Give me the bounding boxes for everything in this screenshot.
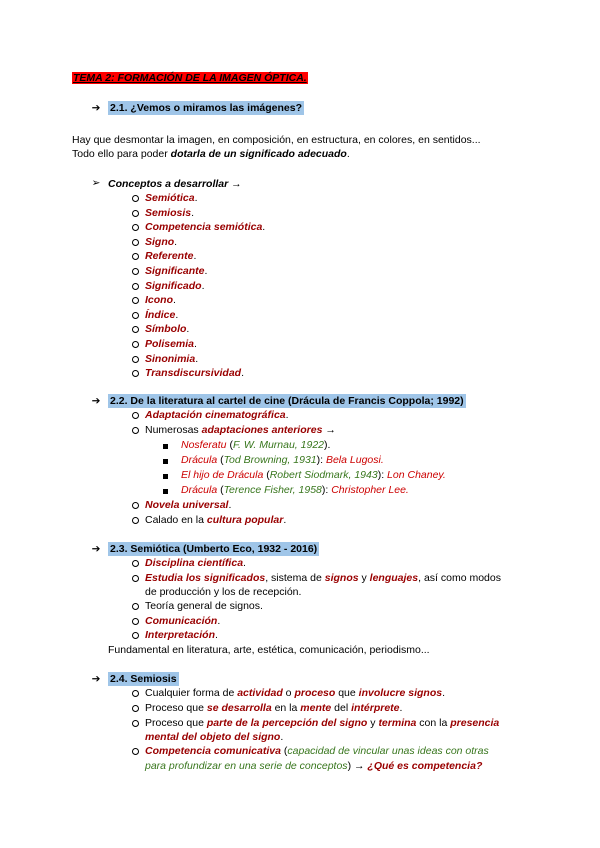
list-item: Comunicación. — [145, 615, 221, 627]
film-item: Nosferatu (F. W. Murnau, 1922). — [181, 439, 331, 451]
circle-bullet-icon — [130, 688, 140, 700]
concept-item: Significado. — [145, 280, 205, 292]
concept-item: Semiosis. — [145, 207, 195, 219]
circle-bullet-icon — [130, 368, 140, 380]
circle-bullet-icon — [130, 295, 140, 307]
square-bullet-icon — [160, 455, 170, 467]
arrow-bullet-icon: ➔ — [91, 543, 101, 555]
circle-bullet-icon — [130, 237, 140, 249]
list-item-continued: mental del objeto del signo. — [145, 731, 284, 743]
section-heading-2-4: 2.4. Semiosis — [110, 673, 177, 685]
circle-bullet-icon — [130, 616, 140, 628]
concept-item: Sinonimia. — [145, 353, 199, 365]
square-bullet-icon — [160, 470, 170, 482]
list-item: Teoría general de signos. — [145, 600, 263, 612]
arrow-bullet-icon: ➔ — [91, 673, 101, 685]
circle-bullet-icon — [130, 251, 140, 263]
list-item: Proceso que parte de la percepción del signo y termina con la presencia — [145, 717, 500, 729]
arrow-bullet-icon: ➔ — [91, 102, 101, 114]
circle-bullet-icon — [130, 410, 140, 422]
concept-item: Semiótica. — [145, 192, 198, 204]
square-bullet-icon — [160, 440, 170, 452]
circle-bullet-icon — [130, 324, 140, 336]
concept-item: Transdiscursividad. — [145, 367, 245, 379]
circle-bullet-icon — [130, 208, 140, 220]
concept-item: Índice. — [145, 309, 179, 321]
concept-item: Polisemia. — [145, 338, 197, 350]
list-item-continued: para profundizar en una serie de conceptos) → ¿Qué es competencia? — [145, 760, 483, 772]
circle-bullet-icon — [130, 703, 140, 715]
list-item: Proceso que se desarrolla en la mente del intérprete. — [145, 702, 403, 714]
concept-item: Icono. — [145, 294, 176, 306]
circle-bullet-icon — [130, 193, 140, 205]
arrow-bullet-icon: ➔ — [91, 395, 101, 407]
list-item: Adaptación cinematográfica. — [145, 409, 289, 421]
film-item: El hijo de Drácula (Robert Siodmark, 1943): Lon Chaney. — [181, 469, 446, 481]
film-item: Drácula (Terence Fisher, 1958): Christopher Lee. — [181, 484, 409, 496]
arrowhead-bullet-icon: ➢ — [91, 177, 101, 189]
circle-bullet-icon — [130, 500, 140, 512]
circle-bullet-icon — [130, 425, 140, 437]
concept-item: Símbolo. — [145, 323, 190, 335]
concept-item: Competencia semiótica. — [145, 221, 266, 233]
list-item: Novela universal. — [145, 499, 232, 511]
paragraph: Fundamental en literatura, arte, estética, comunicación, periodismo... — [108, 644, 430, 656]
section-heading-2-2: 2.2. De la literatura al cartel de cine (Drácula de Francis Coppola; 1992) — [110, 395, 464, 407]
circle-bullet-icon — [130, 281, 140, 293]
section-heading-2-1: 2.1. ¿Vemos o miramos las imágenes? — [110, 102, 302, 114]
concept-item: Signo. — [145, 236, 178, 248]
circle-bullet-icon — [130, 222, 140, 234]
paragraph: Todo ello para poder dotarla de un significado adecuado. — [72, 148, 350, 160]
list-item: Estudia los significados, sistema de signos y lenguajes, así como modos — [145, 572, 501, 584]
circle-bullet-icon — [130, 266, 140, 278]
paragraph: Hay que desmontar la imagen, en composición, en estructura, en colores, en sentidos... — [72, 134, 481, 146]
concept-item: Significante. — [145, 265, 208, 277]
list-item: Competencia comunicativa (capacidad de vincular unas ideas con otras — [145, 745, 489, 757]
list-item: Numerosas adaptaciones anteriores → — [145, 424, 336, 436]
circle-bullet-icon — [130, 354, 140, 366]
film-item: Drácula (Tod Browning, 1931): Bela Lugosi. — [181, 454, 384, 466]
section-heading-2-3: 2.3. Semiótica (Umberto Eco, 1932 - 2016) — [110, 543, 318, 555]
concepts-label: Conceptos a desarrollar → — [108, 178, 242, 190]
circle-bullet-icon — [130, 310, 140, 322]
list-item-continued: de producción y los de recepción. — [145, 586, 302, 598]
circle-bullet-icon — [130, 573, 140, 585]
list-item: Calado en la cultura popular. — [145, 514, 287, 526]
list-item: Cualquier forma de actividad o proceso que involucre signos. — [145, 687, 446, 699]
circle-bullet-icon — [130, 746, 140, 758]
circle-bullet-icon — [130, 601, 140, 613]
square-bullet-icon — [160, 485, 170, 497]
circle-bullet-icon — [130, 339, 140, 351]
circle-bullet-icon — [130, 515, 140, 527]
concept-item: Referente. — [145, 250, 197, 262]
document-title: TEMA 2: FORMACIÓN DE LA IMAGEN ÓPTICA. — [73, 72, 307, 84]
circle-bullet-icon — [130, 718, 140, 730]
circle-bullet-icon — [130, 630, 140, 642]
list-item: Interpretación. — [145, 629, 218, 641]
circle-bullet-icon — [130, 558, 140, 570]
list-item: Disciplina científica. — [145, 557, 246, 569]
